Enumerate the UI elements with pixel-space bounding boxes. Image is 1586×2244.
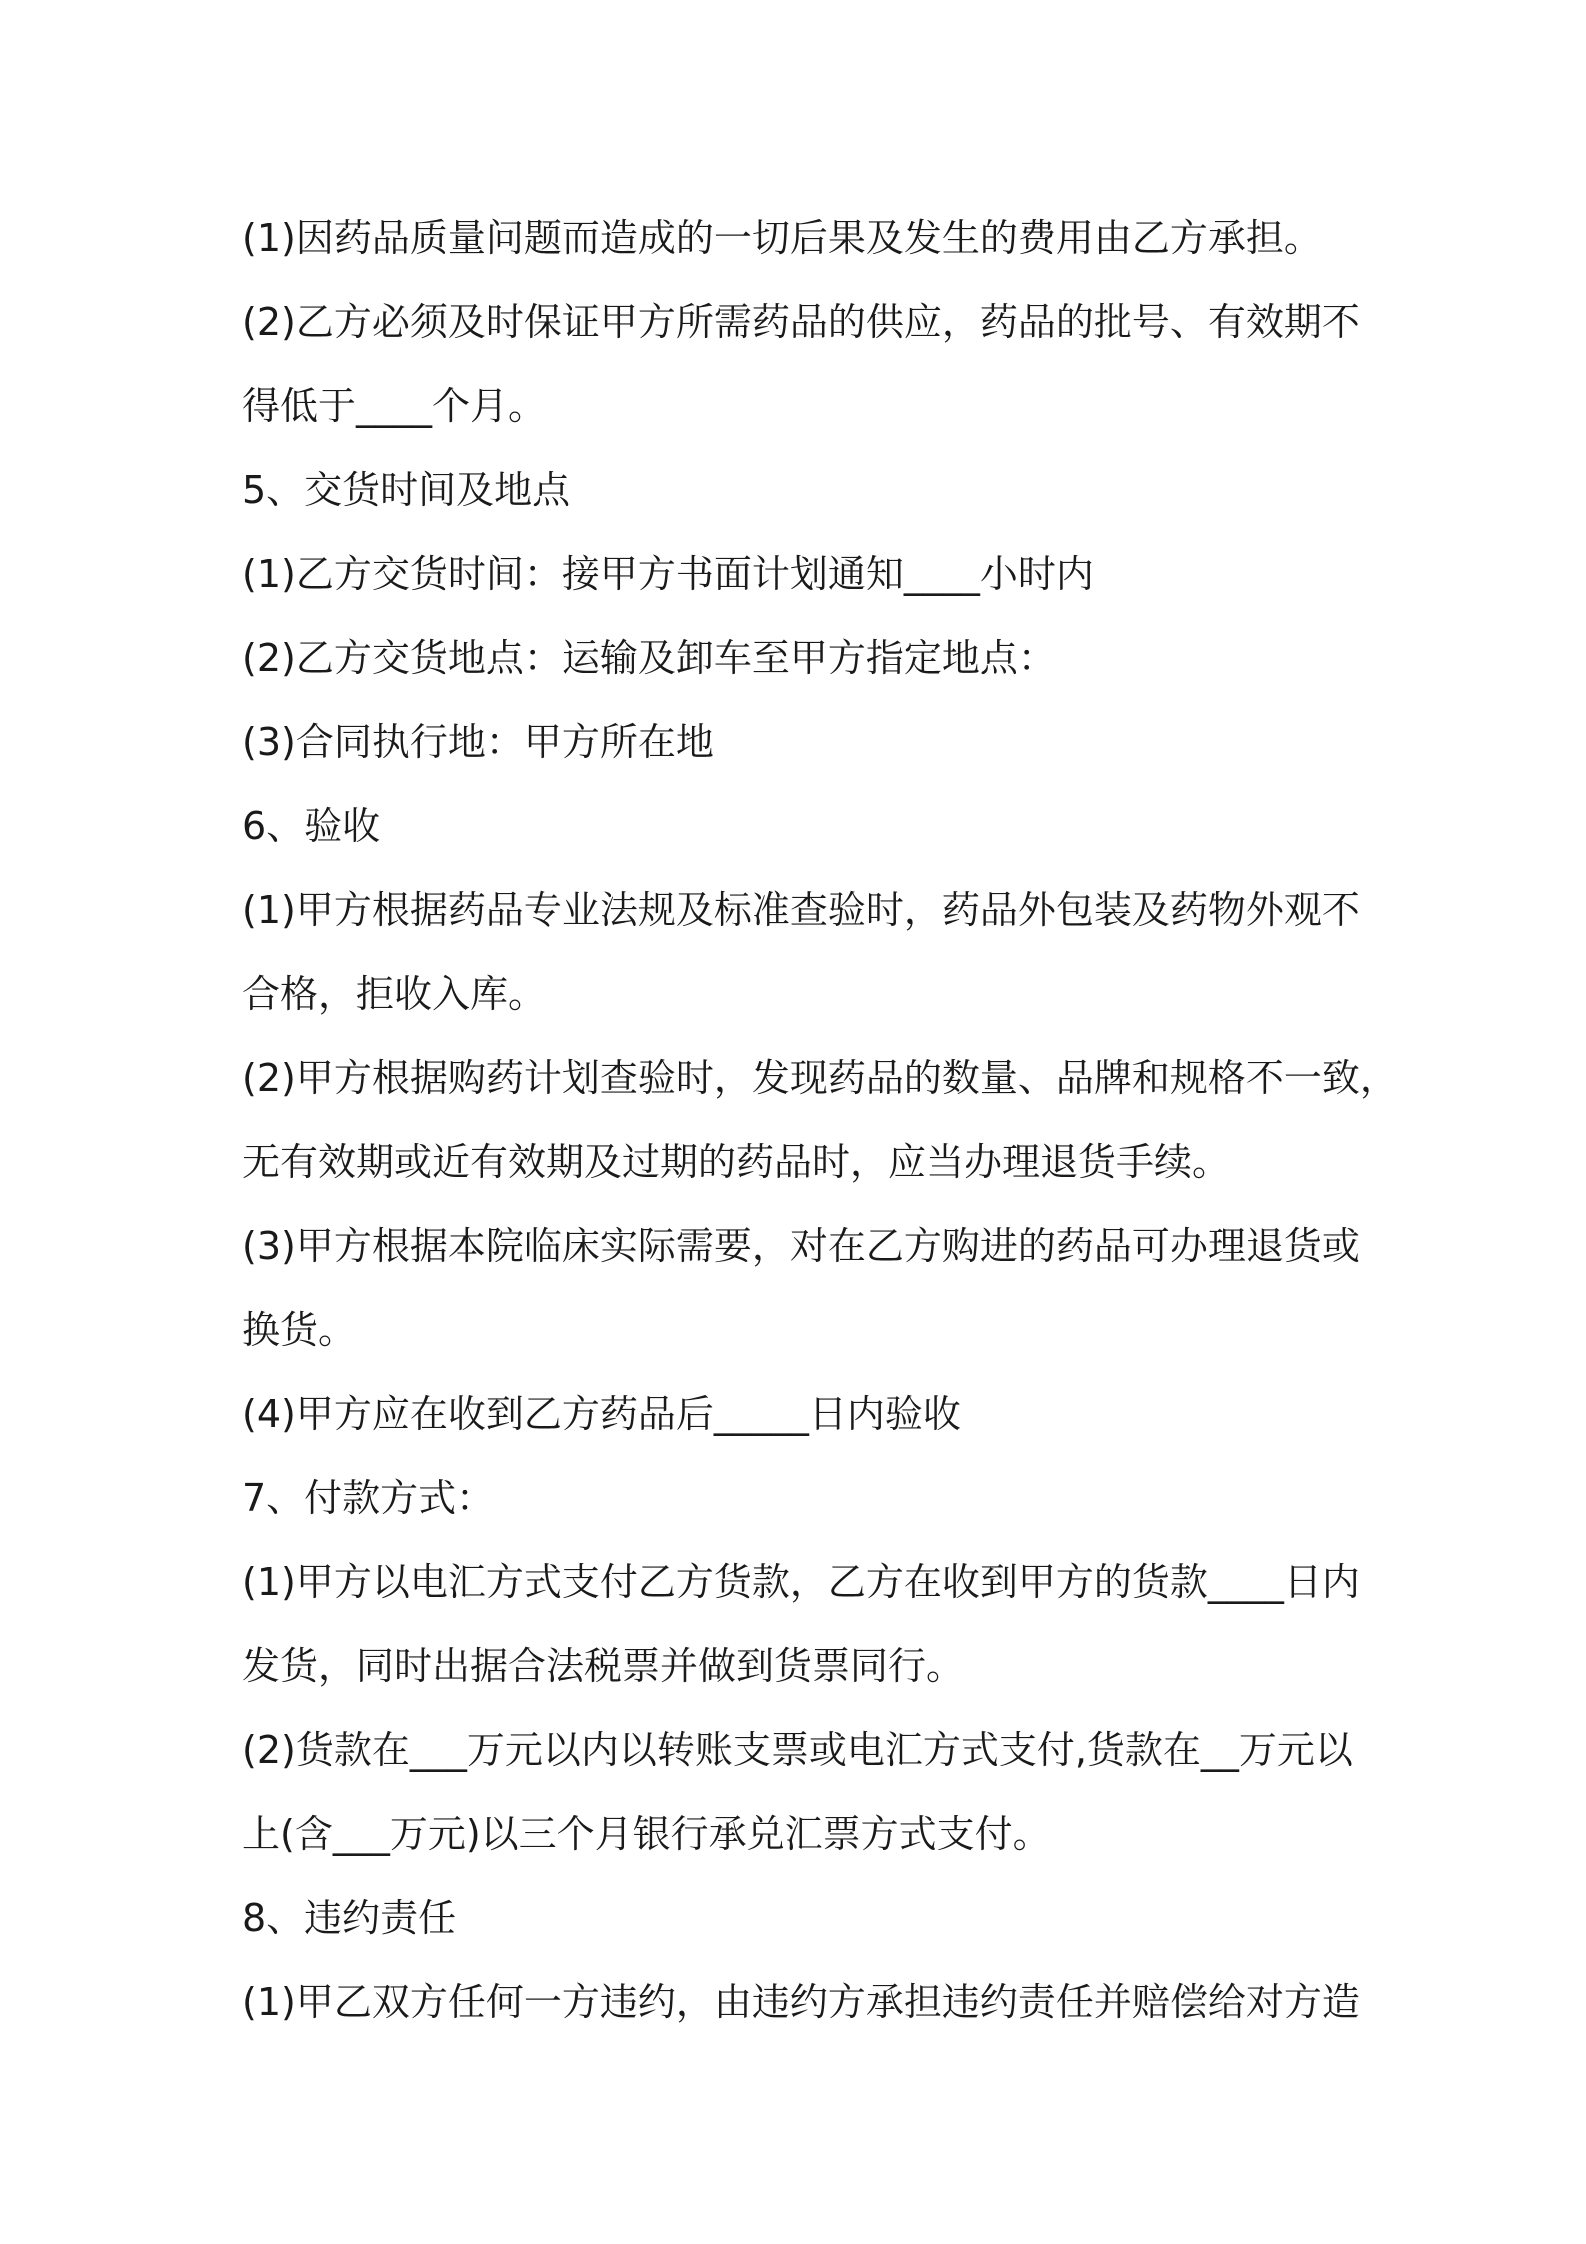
text-line: (2)甲方根据购药计划查验时，发现药品的数量、品牌和规格不一致， (242, 1056, 1398, 1100)
section-heading: 5、交货时间及地点 (242, 468, 571, 512)
text-line: (2)货款在___万元以内以转账支票或电汇方式支付,货款在__万元以 (242, 1728, 1353, 1772)
text-line: (2)乙方必须及时保证甲方所需药品的供应，药品的批号、有效期不 (242, 300, 1360, 344)
section-heading: 7、付款方式： (242, 1476, 495, 1520)
text-line: (3)甲方根据本院临床实际需要，对在乙方购进的药品可办理退货或 (242, 1224, 1360, 1268)
text-line: 换货。 (242, 1308, 357, 1352)
text-line: 上(含___万元)以三个月银行承兑汇票方式支付。 (242, 1812, 1051, 1856)
text-line: 合格，拒收入库。 (242, 972, 547, 1016)
text-line: 发货，同时出据合法税票并做到货票同行。 (242, 1644, 965, 1688)
text-line: (1)甲方以电汇方式支付乙方货款，乙方在收到甲方的货款____日内 (242, 1560, 1360, 1604)
text-line: 无有效期或近有效期及过期的药品时，应当办理退货手续。 (242, 1140, 1231, 1184)
section-heading: 8、违约责任 (242, 1896, 457, 1940)
text-line: (1)乙方交货时间：接甲方书面计划通知____小时内 (242, 552, 1094, 596)
text-line: (2)乙方交货地点：运输及卸车至甲方指定地点： (242, 636, 1056, 680)
text-line: (3)合同执行地：甲方所在地 (242, 720, 714, 764)
text-line: (1)甲方根据药品专业法规及标准查验时，药品外包装及药物外观不 (242, 888, 1360, 932)
text-line: 得低于____个月。 (242, 384, 547, 428)
document-body (242, 196, 1398, 2044)
text-line: (4)甲方应在收到乙方药品后_____日内验收 (242, 1392, 961, 1436)
section-heading: 6、验收 (242, 804, 381, 848)
text-line: (1)因药品质量问题而造成的一切后果及发生的费用由乙方承担。 (242, 216, 1322, 260)
text-line: (1)甲乙双方任何一方违约，由违约方承担违约责任并赔偿给对方造 (242, 1980, 1360, 2024)
